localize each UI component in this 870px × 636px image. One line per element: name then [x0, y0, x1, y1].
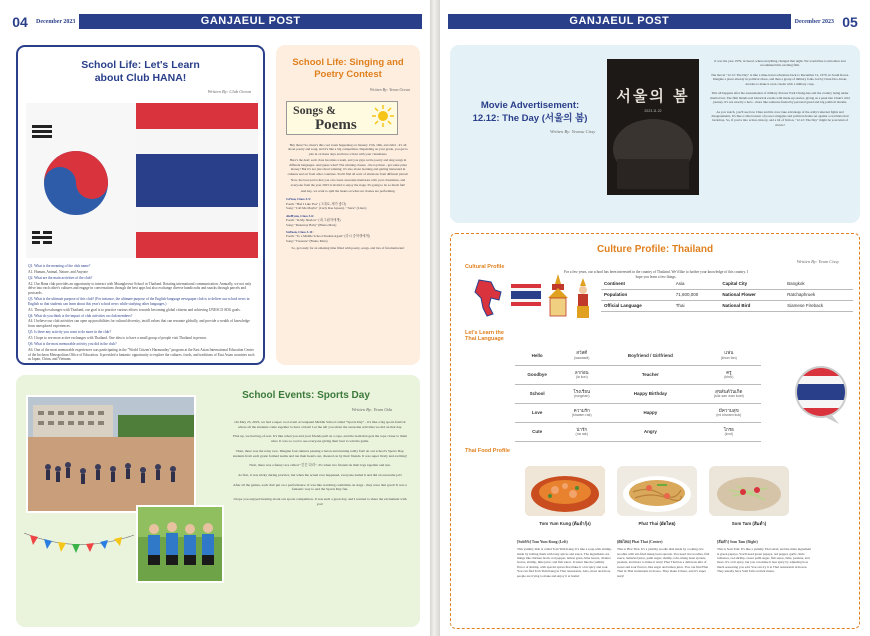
paragraph: Here's the deal: each class becomes a team, and you guys recite poetry and sing songs in different languages. And guess what? The winning classes - the top three - get some prize money! But it's not just about winning; it's also about learning and getting interested in cultures and art from other countries. You'll find all sorts of emotions from different places! — [287, 158, 409, 176]
romanization: (mi khwam suk) — [716, 413, 742, 418]
food-heading: [ส้มตำ] Som Tam (Right) — [717, 540, 758, 544]
paragraph: Then, there was the relay race. Imagine four runners passing a baton and running really fast! At our school's Sports Day, students from each grade formed teams and ran their hearts out, cheered on by their friends. It was super lively and exciting! — [232, 448, 408, 458]
class-poem: Poem: "In My Shadow" (내 그림자에게) — [286, 218, 341, 223]
table-cell: Thai — [673, 300, 720, 311]
paragraph: At first, it was tricky during practice, but when the actual race happened, everyone nailed it and did an awesome job! — [238, 473, 402, 478]
bunting-flags-icon — [24, 525, 134, 565]
right-header — [448, 14, 862, 29]
thai-script: แฟน — [724, 350, 734, 356]
food-text: This yummy dish is called Tom Yum Kung. It's like a soup with shrimp, made by boiling them with tasty spices and sauce. The ingredients are things like chicken broth, red pepper, lemon grass, lime leaves, cilantro leaves, shrimp, lime juice, and fish sauce. It tastes like the yummy flavor of shrimp, with special spices that make it a bit spicy and sour. You can find Tom Yum Kung in Thai restaurants. Also, more and more people are trying to make and enjoy it at home! — [517, 547, 612, 578]
food-caption: Som Tam (ส้มตำ) — [731, 521, 767, 526]
writer-byline: Written By: Club Ocean — [207, 89, 251, 94]
english-word: Happy Birthday — [604, 384, 696, 403]
romanization: (suk san wan koet) — [713, 394, 744, 399]
answer: A3. Through exchanges with Thailand, our goal is to practice various efforts towards becoming global citizens and achieving UNESCO SDG goals. — [28, 307, 241, 312]
article-title — [460, 100, 600, 126]
table-cell: National Bird — [719, 300, 784, 311]
thai-word — [559, 422, 604, 441]
answer: A1. Human, Animal, Nature, and Anyone — [28, 269, 88, 274]
movie-body — [708, 59, 852, 127]
sun-icon — [372, 105, 394, 127]
romanization: (khun fan) — [720, 355, 737, 360]
thai-word — [697, 403, 761, 422]
som-tam-photo — [709, 466, 789, 516]
thai-dancer-icon — [573, 278, 593, 318]
romanization: (la kon) — [575, 375, 588, 380]
question: Q3. What is the ultimate purpose of this club? (For instance, the ultimate purpose of the English-language newspaper club is to deliver our school news in English so that students can learn about this year's school news while studying other languages.) — [28, 297, 250, 306]
sports-day-article — [16, 375, 420, 627]
thai-word — [559, 384, 604, 403]
korea-flag-icon — [26, 103, 136, 258]
writer-byline: Written By: Yeeun Ocean — [369, 87, 410, 92]
page-number: 05 — [842, 13, 858, 30]
article-title: Culture Profile: Thailand — [596, 244, 714, 255]
food-text: This is Phat Thai. It's a yummy noodle dish made by cooking rice noodles with stir-fried mung bean sprouts. You need rice noodles, fish sauce, tamarind juice, palm sugar, shrimp, tofu, mung bean sprouts, peanuts, and more to make it tasty! Phat Thai has a delicious mix of sweet and sour flavors, like sugar and lemon juice. You can find Phat Thai in Thai restaurants in Korea. They make it there, and it's super tasty! — [617, 547, 710, 578]
qa-list — [28, 264, 256, 363]
movie-article — [450, 45, 860, 223]
romanization: (khwam rak) — [571, 413, 592, 418]
paragraph: First up, we had tug-of-war. It's like when you and your friends pull on a rope, and the team that gets the rope closer to them wins. It was so cool to see everyone giving their best to win the game. — [232, 434, 408, 444]
thai-script: ความรัก — [573, 407, 590, 413]
flags-photo — [26, 103, 258, 258]
class-name: 1stYou, Class 3-5: — [286, 197, 312, 202]
answer: A5. I hope to see more active exchanges with Thailand. One idea is to have a small group of people visit Thailand in person. — [28, 335, 207, 340]
right-page — [440, 0, 870, 636]
title-line-1: School Life: Let's Learn — [81, 59, 200, 71]
table-row — [515, 365, 761, 384]
tom-yum-kung-photo — [525, 466, 605, 516]
food-heading: [Sub9/b] Tom Yum Kung (Left) — [517, 540, 568, 544]
english-word: Goodbye — [515, 365, 559, 384]
article-title — [276, 57, 420, 81]
paragraph: Now, the best part is that you can create awesome memories with your classmates, and everyone from the year 2023 is invited to enjoy the stage. It's going to be so much fun! — [290, 178, 406, 187]
issue-date: December 2023 — [794, 18, 834, 25]
banner-word-2: Poems — [315, 117, 357, 133]
paragraph: On May 25, 2023, we had a super cool event at Ganjaeul Middle School called "Sports Day" - it's like a big sports festival where all the students come together to have a blast! Let me tell you about the awesome activities we did on that day. — [234, 420, 406, 429]
left-page — [0, 0, 430, 636]
table-cell: National Flower — [719, 289, 784, 300]
english-word: Hello — [515, 346, 559, 365]
question: Q5. Is there any activity you want to do more in the club? — [28, 330, 111, 335]
thai-word — [697, 384, 761, 403]
food-text: This is Som Tam. It's like a yummy Thai salad, and the main ingredient is green papaya. You'll need green papaya, red pepper, garlic, little tomatoes, red shrimp, sweet palm sugar, fish sauce, lime, peanuts, and more. It's a bit spicy, but you can make it less spicy by adjusting how much seasoning you add. You can try it at Thai restaurants in Korea. They usually have Som Tam on their menu. — [717, 547, 812, 574]
paragraph: This all happens after the assassination of military dictator Park Chung-hee and the country being under martial law. The film blends real historical events with made-up stories, giving us a peek into Chun's wild journey. It's not exactly a hero - more like someone fueled by personal greed and big political dreams. — [710, 91, 850, 105]
english-word: Happy — [604, 403, 696, 422]
table-row — [601, 289, 853, 300]
table-row — [515, 403, 761, 422]
thai-word — [559, 346, 604, 365]
thailand-map-icon — [469, 278, 507, 318]
class-entry — [286, 214, 410, 227]
english-word: Cute — [515, 422, 559, 441]
thai-script: สวัสดี — [576, 350, 588, 356]
table-cell: Official Language — [601, 300, 673, 311]
answer: A6. One of the most memorable experiences was participating in the "World Citizen's Harmonday" program at the East Asian International Education Center of the Incheon Metropolitan Office of Education. It provided a fantastic opportunity to explore the cultures, foods, and traditions of East Asian countries such as Japan, China, and Vietnam. — [28, 347, 255, 362]
class-entry — [286, 197, 410, 210]
page-gutter — [430, 0, 440, 636]
table-cell: Population — [601, 289, 673, 300]
writer-byline: Written By: Yeum Cissy — [796, 259, 839, 264]
title-line-2: about Club HANA! — [94, 72, 187, 85]
thai-script: โกรธ — [723, 426, 734, 432]
english-word: Angry — [604, 422, 696, 441]
answer: A4. I believe our club activities can open up possibilities for cultural diversity, instill values that can resonate globally, and provide a wealth of knowledge from unexplored experiences. — [28, 319, 250, 329]
title-line-2: Poetry Contest — [314, 68, 382, 80]
language-label — [465, 330, 504, 342]
class-song: Song: "Runaway Baby" (Bruno Mars) — [286, 222, 337, 227]
page-number: 04 — [12, 13, 28, 30]
food-description — [717, 540, 813, 574]
food-profile-label: Thai Food Profile — [465, 448, 510, 454]
thai-flag-icon — [511, 284, 541, 306]
table-row — [601, 300, 853, 311]
left-header — [8, 14, 422, 29]
table-cell: Asia — [673, 278, 720, 289]
cultural-profile-label: Cultural Profile — [465, 264, 505, 270]
writer-byline: Written By: Yeonsu Cissy — [550, 129, 596, 134]
table-row — [515, 422, 761, 441]
masthead: GANJAEUL POST — [79, 14, 422, 29]
paragraph: Hey there! So, there's this cool event happening on January 15th, 16th, and 22nd - it's all about poetry and song, and it's like a big competition. Depending on your grade, you get to join in on these days and have a blast with your classmates. — [288, 143, 408, 156]
poster-date: 2023.11.22 — [644, 109, 662, 113]
thai-script: ครู — [726, 369, 732, 375]
poetry-contest-article — [276, 45, 420, 365]
sports-body — [231, 420, 409, 507]
food-caption: Tom Yum Kung (ต้มยำกุ้ง) — [539, 521, 591, 526]
writer-byline: Written By: Yeum Oda — [351, 407, 392, 412]
class-poem: Poem: "Had I Like You" (그대로, 새가 좋다) — [286, 201, 347, 206]
thai-language-table — [515, 346, 761, 442]
thai-flag-bubble-icon — [791, 364, 853, 426]
thailand-article — [450, 233, 860, 629]
paragraph: I hope you enjoyed hearing about our sports competition. It was such a great day, and I wanted to share the excitement with you! — [233, 497, 407, 506]
class-entry — [286, 230, 410, 243]
thai-word — [697, 365, 761, 384]
romanization: (krot) — [724, 432, 733, 437]
class-name: AleHyun, Class 3-6: — [286, 213, 315, 218]
paragraph: As you watch, you'll see how Chun and his crew take advantage of the army's internal fights and disagreements. It's like a rollercoaster of power struggles and political drama set against a real historical backdrop. So, if you're into action, history, and a bit of fiction, "12.12: The Day" might be your kind of movie! — [711, 109, 849, 127]
class-poem: Poem: "To a Middle School Student Again" (다시 중학생에게) — [286, 234, 370, 239]
paragraph: Next, there was a funny race called "긴긴 다리". It's when two friends tie their legs together and run. — [249, 463, 391, 468]
table-cell: Siamese Fireback — [784, 300, 853, 311]
sports-photo-field — [26, 395, 196, 513]
closing-line: So, get ready for an amazing time filled with poetry, songs, and lots of fun memories! — [291, 246, 405, 251]
romanization: (na rak) — [575, 432, 588, 437]
article-title — [18, 59, 263, 85]
thai-script: ลาก่อน — [574, 369, 589, 375]
english-word: Boyfriend / Girlfriend — [604, 346, 696, 365]
thai-word — [559, 365, 604, 384]
food-description — [617, 540, 713, 578]
question: Q6. What is the most memorable activity you did in the club? — [28, 341, 117, 346]
english-word: Love — [515, 403, 559, 422]
songs-poems-banner — [286, 101, 398, 135]
thai-script: โรงเรียน — [573, 388, 591, 394]
movie-poster — [607, 59, 699, 195]
table-cell: Continent — [601, 278, 673, 289]
paragraph: It was the year 1979, in Seoul, when everything changed that night. We would like to introduce and recommend this exciting film. — [714, 59, 846, 68]
title-line-2: 12.12: The Day (서울의 봄) — [472, 112, 588, 124]
paragraph: The movie "12.12: The Day" is like a time-travel adventure back to December 12, 1979, in South Korea. Imagine a place already in political chaos, and then a group of military folks, led by Chun Doo-hwan, decides to make it even crazier with a military coup. — [710, 72, 850, 86]
table-row — [515, 346, 761, 365]
english-word: School — [515, 384, 559, 403]
thai-script: น่ารัก — [576, 426, 588, 432]
thai-temple-icon — [546, 274, 570, 318]
romanization: (rongrian) — [573, 394, 590, 399]
intro-text: For a few years, our school has been interested in the country of Thailand. We'd like to further your knowledge of this country. I hope you learn a few things. — [563, 270, 749, 279]
romanization: (sawasdi) — [574, 355, 590, 360]
phat-thai-photo — [617, 466, 697, 516]
thai-script: สุขสันต์วันเกิด — [715, 388, 743, 394]
club-hana-article — [16, 45, 265, 365]
article-title: School Events: Sports Day — [242, 390, 370, 401]
paragraph: And hey, we want to spill the beans on what our classes are performing. — [300, 188, 396, 193]
table-cell: Bangkok — [784, 278, 853, 289]
poster-title: 서울의 봄 — [616, 87, 690, 105]
language-label-line-1: Let's Learn the — [465, 330, 504, 336]
answer: A2. Our Hana club provides an opportunity to interact with Muangkeowt School in Thailand. Rotating international communication. Annually, we not only delve into each other's cultures and engage in conversations through the best apps but also exchange diverse handicrafts and snacks through parcels and postcards. — [28, 281, 252, 296]
cultural-profile-table — [601, 278, 853, 312]
food-caption: Phat Thai (ผัดไทย) — [638, 521, 676, 526]
table-row — [601, 278, 853, 289]
paragraph: After all the games, each club put on a performance. It was like watching celebrities on stage - they were that good! It was a fantastic way to end the Sports Day fun. — [233, 482, 407, 492]
table-cell: 71,600,000 — [673, 289, 720, 300]
banner-word-1: Songs & — [293, 103, 337, 117]
question: Q4. What do you think is the impact of club activities on club members? — [28, 313, 133, 318]
thai-script: มีความสุข — [718, 407, 739, 413]
table-row — [515, 384, 761, 403]
title-line-1: School Life: Singing and — [292, 57, 404, 68]
question: Q2. What are the main activities of the club? — [28, 275, 93, 280]
table-cell: Capital City — [719, 278, 784, 289]
question: Q1. What is the meaning of the club name? — [28, 264, 91, 268]
masthead: GANJAEUL POST — [448, 14, 791, 29]
issue-date: December 2023 — [36, 18, 76, 25]
food-description — [517, 540, 613, 578]
thai-word — [697, 422, 761, 441]
thai-word — [559, 403, 604, 422]
thai-word — [697, 346, 761, 365]
language-label-line-2: Thai Language — [465, 336, 504, 343]
class-song: Song: "Treasure" (Bruno Mars) — [286, 238, 328, 243]
sports-photo-players — [136, 505, 224, 583]
romanization: (khru) — [724, 375, 734, 380]
food-heading: [ผัดไทย] Phat Thai (Center) — [617, 540, 663, 544]
title-line-1: Movie Advertisement: — [480, 100, 580, 111]
table-cell: Ratchaphruek — [784, 289, 853, 300]
class-name: SuYeon, Class 3-11: — [286, 230, 314, 234]
poetry-body — [286, 143, 410, 251]
english-word: Teacher — [604, 365, 696, 384]
class-song: Song: "Call Me Maybe" (Carly Rae Jepsen) / "Juice" (Lizzo) — [286, 206, 367, 211]
